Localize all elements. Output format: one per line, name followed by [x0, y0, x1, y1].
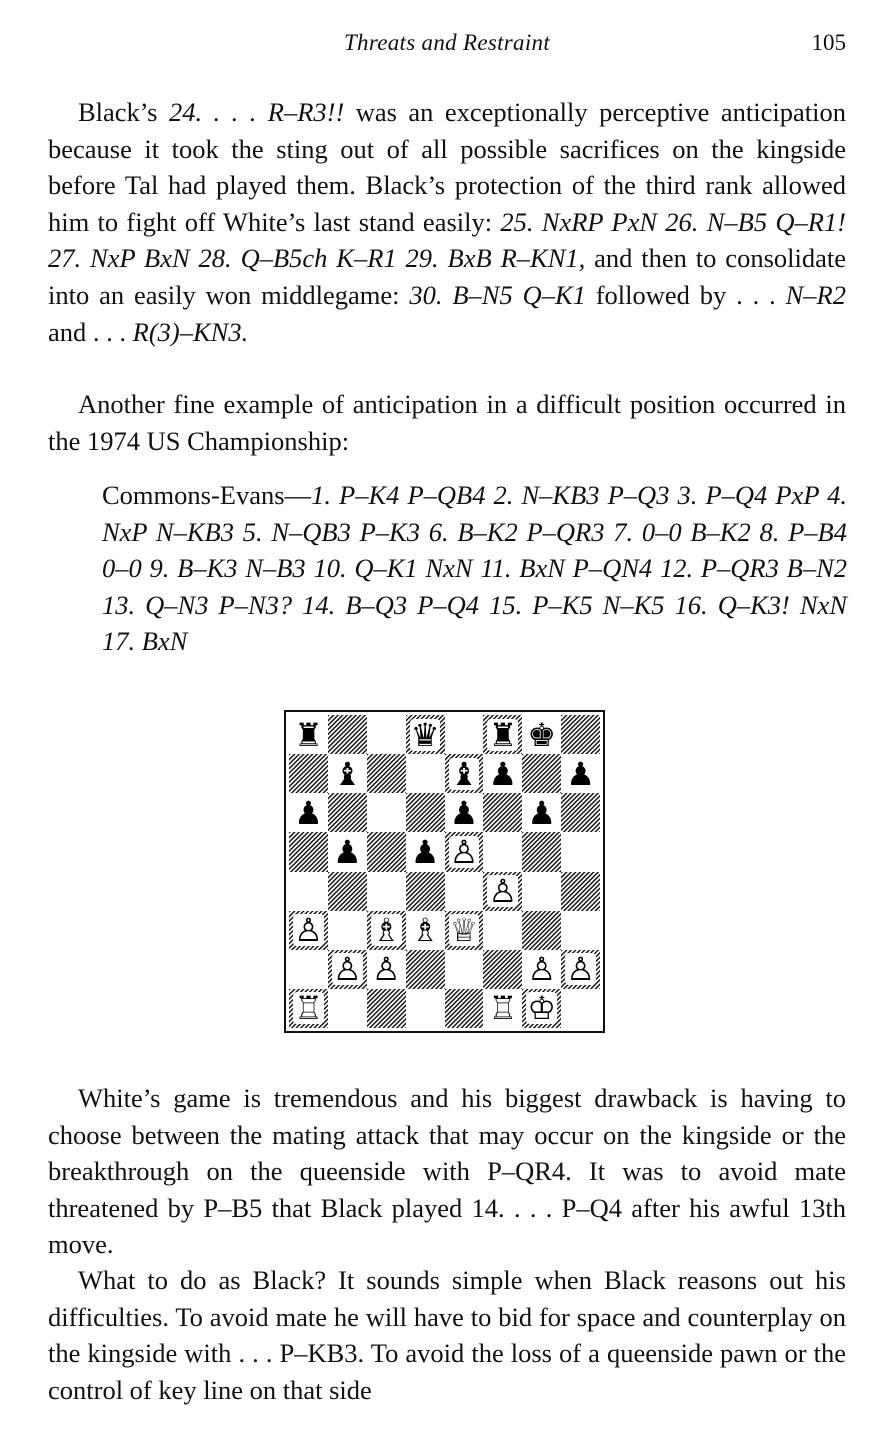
square-d6 — [406, 793, 445, 832]
chess-piece: ♟ — [449, 793, 479, 832]
italic-run: N–R2 — [785, 279, 846, 310]
square-c1 — [367, 989, 406, 1028]
chess-piece: ♙ — [566, 950, 595, 989]
square-e2 — [445, 950, 484, 989]
square-e6 — [445, 793, 484, 832]
chess-piece: ♟ — [294, 793, 323, 832]
chess-piece: ♛ — [410, 715, 440, 754]
chess-diagram — [284, 710, 605, 1033]
page-number: 105 — [811, 30, 846, 55]
square-b5 — [328, 832, 367, 871]
square-d4 — [406, 872, 445, 911]
square-a5 — [289, 832, 328, 871]
square-b3 — [328, 911, 367, 950]
square-e5 — [445, 832, 484, 871]
square-f5 — [483, 832, 522, 871]
square-d1 — [406, 989, 445, 1028]
square-e1 — [445, 989, 484, 1028]
square-d8 — [406, 715, 445, 754]
chess-piece: ♔ — [527, 989, 557, 1028]
text-run: and . . . — [48, 316, 133, 347]
chess-piece: ♙ — [332, 950, 362, 989]
paragraph-tal-analysis — [48, 94, 846, 350]
square-g8 — [522, 715, 561, 754]
square-a2 — [289, 950, 328, 989]
square-g2 — [522, 950, 561, 989]
text-run: and then to consolidate into an easily won middlegame: — [48, 243, 846, 310]
chess-piece: ♙ — [294, 911, 323, 950]
square-b2 — [328, 950, 367, 989]
chess-piece: ♜ — [488, 715, 518, 754]
square-h6 — [561, 793, 600, 832]
square-c6 — [367, 793, 406, 832]
chess-piece: ♜ — [294, 715, 323, 754]
chess-piece: ♗ — [371, 911, 401, 950]
square-a8 — [289, 715, 328, 754]
square-a1 — [289, 989, 328, 1028]
text-run: Another fine example of anticipation in a difficult position occurred in the 1974 US Championship: — [48, 389, 846, 456]
chess-piece: ♙ — [371, 950, 401, 989]
text-run: was an exceptionally perceptive anticipation because it took the sting out of all possible sacrifices on the kingside before Tal had played them. Black’s protection of the third rank allowed him to fight off White’s last stand easily: — [48, 97, 846, 237]
square-a4 — [289, 872, 328, 911]
square-g7 — [522, 754, 561, 793]
chess-piece: ♟ — [527, 793, 557, 832]
square-b7 — [328, 754, 367, 793]
chess-piece: ♖ — [294, 989, 323, 1028]
square-f7 — [483, 754, 522, 793]
square-c2 — [367, 950, 406, 989]
page-header — [48, 30, 846, 64]
square-d3 — [406, 911, 445, 950]
square-c7 — [367, 754, 406, 793]
square-e4 — [445, 872, 484, 911]
chess-board — [289, 715, 600, 1028]
italic-run: R(3)–KN3. — [132, 316, 249, 347]
chess-piece: ♙ — [527, 950, 557, 989]
square-g5 — [522, 832, 561, 871]
square-b1 — [328, 989, 367, 1028]
text-run: White’s game is tremendous and his biggest drawback is having to choose between the mating attack that may occur on the kingside or the breakthrough on the queenside with P–QR4. It was to avoid mate threatened by P–B5 that Black played 14. . . . P–Q4 after his awful 13th move. — [48, 1083, 846, 1260]
running-title: Threats and Restraint — [343, 30, 551, 55]
square-d2 — [406, 950, 445, 989]
paragraph-anticipation-intro — [48, 386, 846, 459]
chess-piece: ♕ — [449, 911, 479, 950]
square-f6 — [483, 793, 522, 832]
square-b6 — [328, 793, 367, 832]
chess-piece: ♝ — [332, 754, 362, 793]
square-e3 — [445, 911, 484, 950]
square-g4 — [522, 872, 561, 911]
chess-piece: ♟ — [488, 754, 518, 793]
square-c8 — [367, 715, 406, 754]
square-h5 — [561, 832, 600, 871]
square-h3 — [561, 911, 600, 950]
chess-piece: ♙ — [488, 872, 518, 911]
square-g1 — [522, 989, 561, 1028]
chess-piece: ♚ — [527, 715, 557, 754]
paragraph-white-position — [48, 1080, 846, 1263]
chess-piece: ♟ — [332, 832, 362, 871]
square-f2 — [483, 950, 522, 989]
square-h2 — [561, 950, 600, 989]
square-c5 — [367, 832, 406, 871]
text-run: Commons-Evans— — [102, 480, 312, 510]
square-f3 — [483, 911, 522, 950]
square-h7 — [561, 754, 600, 793]
square-a7 — [289, 754, 328, 793]
text-run: Black’s — [78, 97, 169, 127]
square-f1 — [483, 989, 522, 1028]
italic-run: 24. . . . R–R3!! — [168, 97, 345, 127]
chess-piece: ♟ — [566, 754, 595, 793]
square-g6 — [522, 793, 561, 832]
chess-piece: ♖ — [488, 989, 518, 1028]
square-a6 — [289, 793, 328, 832]
square-b4 — [328, 872, 367, 911]
square-f8 — [483, 715, 522, 754]
italic-run: 30. B–N5 Q–K1 — [409, 279, 586, 310]
square-h8 — [561, 715, 600, 754]
square-b8 — [328, 715, 367, 754]
square-h1 — [561, 989, 600, 1028]
square-e7 — [445, 754, 484, 793]
italic-run: 1. P–K4 P–QB4 2. N–KB3 P–Q3 3. P–Q4 PxP 4. NxP N–KB3 5. N–QB3 P–K3 6. B–K2 P–QR3 7. 0–0 B–K2 8. P–B4 0–0 9. B–K3 N–B3 10. Q–K1 NxN 11. BxN P–QN4 12. P–QR3 B–N2 13. Q–N3 P–N3? 14. B–Q3 P–Q4 15. P–K5 N–K5 16. Q–K3! NxN 17. BxN — [102, 480, 847, 657]
square-f4 — [483, 872, 522, 911]
text-run: followed by . . . — [585, 279, 786, 310]
chess-piece: ♝ — [449, 754, 479, 793]
square-a3 — [289, 911, 328, 950]
game-score-commons-evans — [102, 477, 847, 660]
paragraph-black-plan — [48, 1262, 846, 1408]
square-d5 — [406, 832, 445, 871]
square-e8 — [445, 715, 484, 754]
square-g3 — [522, 911, 561, 950]
chess-piece: ♙ — [449, 832, 479, 871]
chess-piece: ♗ — [410, 911, 440, 950]
italic-run: 25. NxRP PxN 26. N–B5 Q–R1! 27. NxP BxN 28. Q–B5ch K–R1 29. BxB R–KN1, — [48, 206, 846, 274]
square-c4 — [367, 872, 406, 911]
square-c3 — [367, 911, 406, 950]
square-d7 — [406, 754, 445, 793]
square-h4 — [561, 872, 600, 911]
chess-piece: ♟ — [410, 832, 440, 871]
text-run: What to do as Black? It sounds simple when Black reasons out his difficulties. To avoid mate he will have to bid for space and counterplay on the kingside with . . . P–KB3. To avoid the loss of a queenside pawn or the control of key line on that side — [48, 1265, 846, 1405]
